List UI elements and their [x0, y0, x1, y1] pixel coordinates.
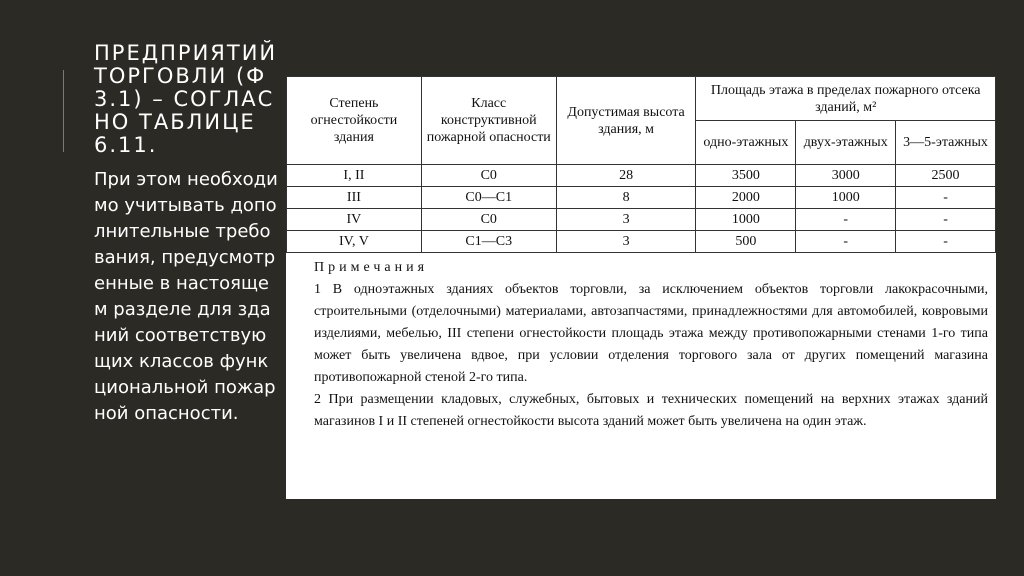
table-cell: IV, V — [287, 231, 422, 253]
table-cell: IV — [287, 209, 422, 231]
accent-line — [63, 70, 64, 152]
left-column — [94, 42, 279, 427]
slide-title: ПРЕДПРИЯТИЙ ТОРГОВЛИ (Ф3.1) – СОГЛАСНО ТАБЛИЦЕ 6.11. — [94, 41, 278, 157]
table-cell: 1000 — [796, 187, 896, 209]
table-cell: - — [896, 209, 996, 231]
table-cell: С0 — [421, 165, 556, 187]
table-cell: - — [796, 231, 896, 253]
subheader-two-storey: двух-этажных — [796, 121, 896, 165]
table-cell: 3500 — [696, 165, 796, 187]
table-cell: С0 — [421, 209, 556, 231]
table-row — [287, 231, 996, 253]
table-cell: 3 — [556, 231, 696, 253]
table-row — [287, 165, 996, 187]
table-header-row — [287, 77, 996, 121]
fire-norms-table — [286, 76, 996, 253]
table-cell: I, II — [287, 165, 422, 187]
table-cell: 3 — [556, 209, 696, 231]
note-item: 2 При размещении кладовых, служебных, бытовых и технических помещений на верхних этажах зданий магазинов I и II степеней огнестойкости высота зданий может быть увеличена на один этаж. — [314, 392, 988, 429]
header-construction-class: Класс конструктивной пожарной опасности — [421, 77, 556, 165]
notes-title: Примечания — [314, 260, 429, 275]
table-row — [287, 209, 996, 231]
table-row — [287, 187, 996, 209]
table-cell: 3000 — [796, 165, 896, 187]
header-fire-resistance: Степень огнестойкости здания — [287, 77, 422, 165]
table-cell: 8 — [556, 187, 696, 209]
table-cell: 28 — [556, 165, 696, 187]
table-cell: С1—С3 — [421, 231, 556, 253]
note-item: 1 В одноэтажных зданиях объектов торговли, за исключением объектов торговли лакокрасочными, строительными (отделочными) материалами, автозапчастями, принадлежностями для автомобилей, ковровыми изделиями, мебелью, III степени огнестойкости площадь этажа между противопожарными стенами 1-го типа может быть увеличена вдвое, при условии отделения торгового зала от других помещений магазина противопожарной стеной 2-го типа. — [314, 282, 988, 385]
notes-section — [286, 253, 996, 433]
table-cell: С0—С1 — [421, 187, 556, 209]
header-floor-area: Площадь этажа в пределах пожарного отсека зданий, м² — [696, 77, 996, 121]
subheader-three-five-storey: 3—5-этажных — [896, 121, 996, 165]
table-cell: 500 — [696, 231, 796, 253]
table-cell: - — [796, 209, 896, 231]
table-cell: 1000 — [696, 209, 796, 231]
table-cell: 2500 — [896, 165, 996, 187]
table-cell: - — [896, 187, 996, 209]
table-cell: 2000 — [696, 187, 796, 209]
subheader-one-storey: одно-этажных — [696, 121, 796, 165]
header-allowed-height: Допустимая высота здания, м — [556, 77, 696, 165]
table-cell: III — [287, 187, 422, 209]
norms-document-image — [286, 76, 996, 499]
slide-body-text: При этом необходимо учитывать дополнительные требования, предусмотренные в настоящем разделе для зданий соответствующих классов функциональной пожарной опасности. — [94, 169, 278, 424]
table-cell: - — [896, 231, 996, 253]
